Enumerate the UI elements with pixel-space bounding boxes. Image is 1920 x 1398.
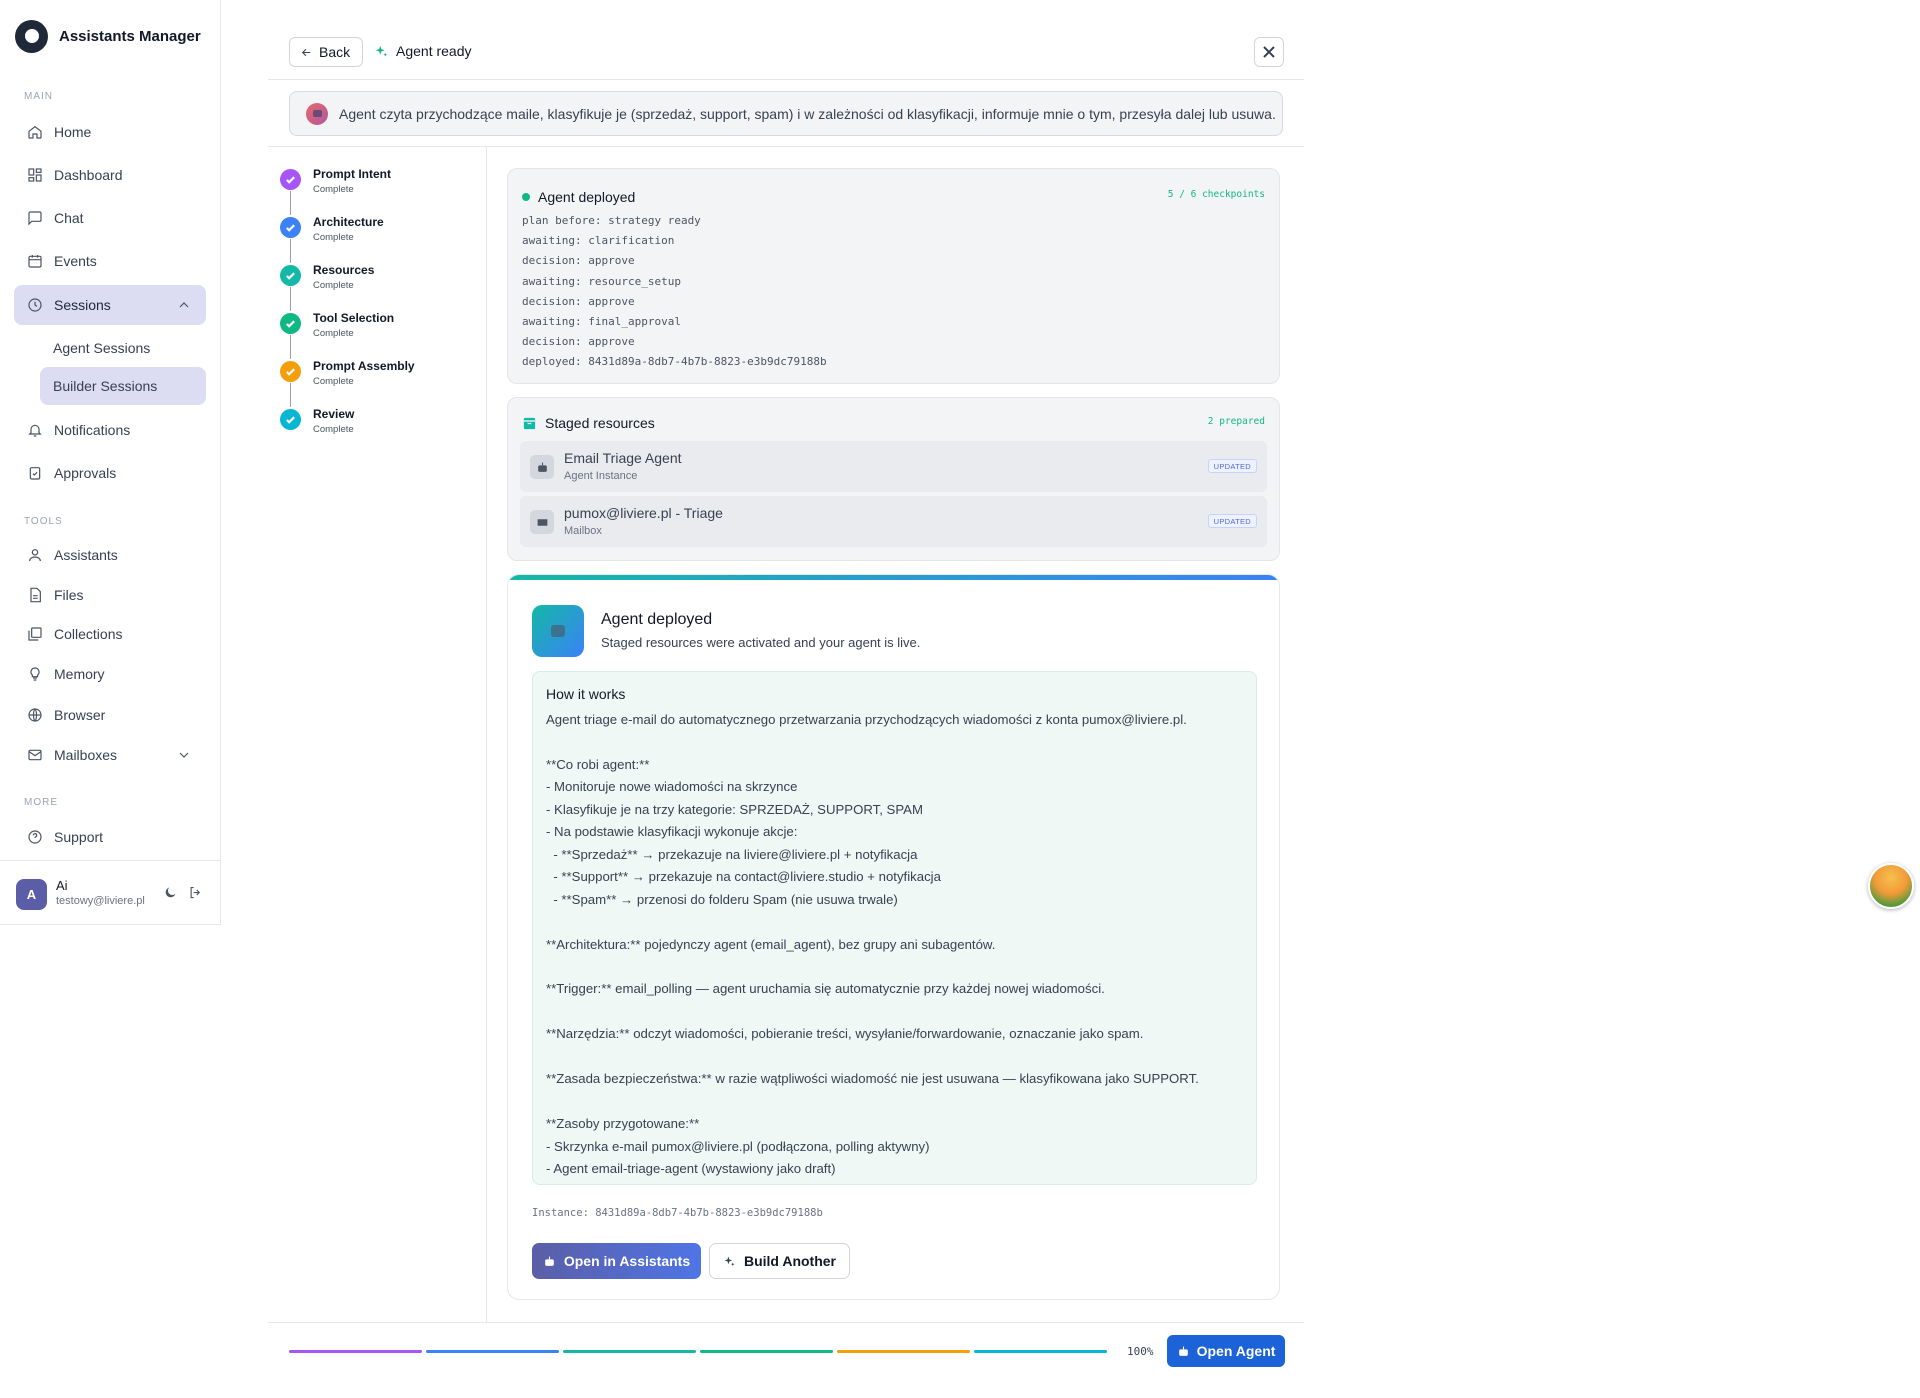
check-icon xyxy=(280,169,301,190)
sidebar-item-events[interactable] xyxy=(14,243,206,279)
sidebar-item-sessions[interactable] xyxy=(14,285,206,325)
sidebar-item-label: Collections xyxy=(54,626,123,642)
moon-icon[interactable] xyxy=(163,885,178,900)
progress-segment xyxy=(289,1350,422,1353)
staged-resources-card xyxy=(507,397,1280,561)
status-badge: UPDATED xyxy=(1208,459,1257,473)
staged-resource-row[interactable] xyxy=(520,496,1267,547)
checkpoint-count: 5 / 6 checkpoints xyxy=(1167,189,1265,200)
sidebar-item-label: Home xyxy=(54,124,92,140)
log-line: decision: approve xyxy=(522,335,635,349)
progress-footer xyxy=(268,1322,1304,1370)
sidebar-item-label: Events xyxy=(54,253,97,269)
sidebar-item-notifications[interactable] xyxy=(14,412,206,448)
deploy-log-header xyxy=(522,189,635,205)
prompt-summary xyxy=(289,91,1283,136)
log-line: decision: approve xyxy=(522,294,635,308)
log-line: decision: approve xyxy=(522,254,635,268)
sidebar-item-label: Builder Sessions xyxy=(53,378,158,394)
sidebar xyxy=(0,0,221,925)
staged-count: 2 prepared xyxy=(1207,416,1265,427)
agent-status xyxy=(374,43,472,59)
section-label-more: MORE xyxy=(24,797,58,808)
panel-header xyxy=(268,0,1304,80)
lightbulb-icon xyxy=(27,666,43,682)
sidebar-item-browser[interactable] xyxy=(14,697,206,733)
sparkles-icon xyxy=(723,1255,736,1268)
progress-segment xyxy=(974,1350,1107,1353)
sidebar-item-label: Dashboard xyxy=(54,167,123,183)
home-icon xyxy=(27,124,43,140)
success-title: Agent deployed xyxy=(601,611,713,628)
help-circle-icon xyxy=(27,829,43,845)
step-name: Prompt Intent xyxy=(313,167,391,181)
open-agent-label: Open Agent xyxy=(1196,1343,1276,1359)
brand[interactable] xyxy=(15,20,201,52)
back-button-label: Back xyxy=(319,44,351,60)
success-subtitle: Staged resources were activated and your agent is live. xyxy=(601,635,921,650)
deploy-log-card xyxy=(507,168,1280,384)
check-icon xyxy=(280,361,301,382)
sidebar-item-label: Agent Sessions xyxy=(53,340,151,356)
step-state: Complete xyxy=(313,184,354,195)
dashboard-icon xyxy=(27,167,43,183)
sidebar-item-mailboxes[interactable] xyxy=(14,737,206,773)
globe-icon xyxy=(27,707,43,723)
brand-logo-icon xyxy=(15,20,48,53)
sidebar-item-dashboard[interactable] xyxy=(14,157,206,193)
log-line: awaiting: clarification xyxy=(522,234,675,248)
step-name: Resources xyxy=(313,263,375,277)
sidebar-item-label: Assistants xyxy=(54,547,118,563)
section-label-tools: TOOLS xyxy=(24,516,63,527)
back-button[interactable] xyxy=(289,37,363,67)
agent-deployed-icon xyxy=(532,605,584,657)
calendar-icon xyxy=(27,253,43,269)
sidebar-item-memory[interactable] xyxy=(14,656,206,692)
archive-icon xyxy=(522,416,537,431)
staged-resources-title: Staged resources xyxy=(545,415,655,431)
logout-icon[interactable] xyxy=(188,885,203,900)
sidebar-item-label: Notifications xyxy=(54,422,131,438)
deployment-success-card xyxy=(507,574,1280,1300)
chevron-up-icon xyxy=(176,297,192,313)
sidebar-item-builder-sessions[interactable] xyxy=(40,367,206,405)
sidebar-item-label: Memory xyxy=(54,666,105,682)
step-name: Architecture xyxy=(313,215,384,229)
sidebar-item-files[interactable] xyxy=(14,577,206,613)
brand-title: Assistants Manager xyxy=(59,27,201,45)
close-button[interactable] xyxy=(1254,37,1284,67)
robot-avatar-icon xyxy=(306,103,328,125)
progress-percent: 100% xyxy=(1127,1345,1154,1358)
file-icon xyxy=(27,587,43,603)
agent-status-label: Agent ready xyxy=(396,43,472,59)
build-another-label: Build Another xyxy=(743,1253,837,1269)
progress-segment xyxy=(563,1350,696,1353)
staged-resources-header xyxy=(522,415,655,431)
step-connector xyxy=(290,383,291,407)
floating-assistant-avatar[interactable] xyxy=(1868,863,1914,909)
status-dot-icon xyxy=(522,193,530,201)
log-line: deployed: 8431d89a-8db7-4b7b-8823-e3b9dc79188b xyxy=(522,355,827,369)
step-name: Review xyxy=(313,407,355,421)
progress-segment xyxy=(700,1350,833,1353)
check-icon xyxy=(280,313,301,334)
avatar[interactable]: A xyxy=(16,879,47,910)
arrow-left-icon xyxy=(300,46,313,59)
sidebar-item-support[interactable] xyxy=(14,819,206,855)
sidebar-item-label: Files xyxy=(54,587,84,603)
open-in-assistants-label: Open in Assistants xyxy=(563,1253,691,1269)
step-state: Complete xyxy=(313,376,354,387)
chat-icon xyxy=(27,210,43,226)
step-name: Prompt Assembly xyxy=(313,359,415,373)
build-another-button[interactable] xyxy=(709,1243,850,1279)
check-icon xyxy=(280,217,301,238)
check-icon xyxy=(280,265,301,286)
progress-segment xyxy=(837,1350,970,1353)
how-it-works-title: How it works xyxy=(546,686,626,702)
step-connector xyxy=(290,287,291,311)
sidebar-item-label: Sessions xyxy=(54,297,111,313)
instance-id: Instance: 8431d89a-8db7-4b7b-8823-e3b9dc79188b xyxy=(532,1207,823,1219)
collections-icon xyxy=(27,626,43,642)
step-connector xyxy=(290,239,291,263)
close-icon xyxy=(1263,46,1275,58)
log-line: awaiting: resource_setup xyxy=(522,274,681,288)
open-agent-button[interactable] xyxy=(1167,1335,1285,1367)
user-profile xyxy=(0,860,221,924)
sidebar-item-chat[interactable] xyxy=(14,200,206,236)
step-state: Complete xyxy=(313,232,354,243)
sidebar-item-label: Mailboxes xyxy=(54,747,118,763)
bell-icon xyxy=(27,422,43,438)
builder-steps xyxy=(268,147,487,1322)
user-name: Ai xyxy=(56,878,68,893)
prompt-text: Agent czyta przychodzące maile, klasyfikuje je (sprzedaż, support, spam) i w zależności od klasyfikacji, informuje mnie o tym, przesyła dalej lub usuwa. xyxy=(339,105,1276,122)
accent-strip xyxy=(508,575,1279,580)
sidebar-item-agent-sessions[interactable] xyxy=(40,329,206,367)
step-state: Complete xyxy=(313,280,354,291)
open-in-assistants-button[interactable] xyxy=(532,1243,701,1279)
log-line: awaiting: final_approval xyxy=(522,315,681,329)
resource-name: Email Triage Agent xyxy=(564,450,682,466)
deploy-log-title: Agent deployed xyxy=(538,189,636,205)
robot-icon xyxy=(1177,1345,1190,1358)
progress-segment xyxy=(426,1350,559,1353)
step-state: Complete xyxy=(313,424,354,435)
robot-icon xyxy=(543,1255,556,1268)
mail-icon xyxy=(27,747,43,763)
sidebar-item-label: Approvals xyxy=(54,465,117,481)
builder-session-panel xyxy=(268,0,1304,1370)
deploy-log-lines xyxy=(522,211,827,373)
sidebar-item-home[interactable] xyxy=(14,114,206,150)
step-name: Tool Selection xyxy=(313,311,395,325)
how-it-works-box xyxy=(532,671,1257,1185)
user-email: testowy@liviere.pl xyxy=(56,895,145,907)
sidebar-item-approvals[interactable] xyxy=(14,455,206,491)
resource-name: pumox@liviere.pl - Triage xyxy=(564,505,723,521)
step-connector xyxy=(290,335,291,359)
clipboard-check-icon xyxy=(27,465,43,481)
step-connector xyxy=(290,191,291,215)
sidebar-item-label: Support xyxy=(54,829,104,845)
how-it-works-text: Agent triage e-mail do automatycznego przetwarzania przychodzących wiadomości z konta pumox@liviere.pl. **Co robi agent:** - Monitoruje nowe wiadomości na skrzynce - Klasyfikuje je na trzy kategorie: SPRZEDAŻ, SUPPORT, SPAM - Na podstawie klasyfikacji wykonuje akcje: - **Sprzedaż** → przekazuje na liviere@liviere.pl + notyfikacja - **Support** → przekazuje na contact@liviere.studio + notyfikacja - **Spam** → przenosi do folderu Spam (nie usuwa trwale) **Architektura:** pojedynczy agent (email_agent), bez grupy ani subagentów. **Trigger:** email_polling — agent uruchamia się automatycznie przy każdej nowej wiadomości. **Narzędzia:** odczyt wiadomości, pobieranie treści, wysyłanie/forwardowanie, oznaczanie jako spam. **Zasada bezpieczeństwa:** w razie wątpliwości wiadomość nie jest usuwana — klasyfikowana jako SUPPORT. **Zasoby przygotowane:** - Skrzynka e-mail pumox@liviere.pl (podłączona, polling aktywny) - Agent email-triage-agent (wystawiony jako draft) xyxy=(546,712,1199,1177)
status-badge: UPDATED xyxy=(1208,514,1257,528)
log-line: plan before: strategy ready xyxy=(522,214,701,227)
sidebar-item-label: Browser xyxy=(54,707,106,723)
staged-resource-row[interactable] xyxy=(520,441,1267,492)
resource-type: Mailbox xyxy=(564,525,602,537)
robot-icon xyxy=(530,455,554,479)
sidebar-item-label: Chat xyxy=(54,210,84,226)
check-icon xyxy=(280,409,301,430)
sparkles-icon xyxy=(374,44,389,59)
chevron-down-icon xyxy=(176,747,192,763)
mailbox-icon xyxy=(530,510,554,534)
sidebar-item-assistants[interactable] xyxy=(14,537,206,573)
section-label-main: MAIN xyxy=(24,91,53,102)
step-state: Complete xyxy=(313,328,354,339)
user-icon xyxy=(27,547,43,563)
clock-icon xyxy=(27,297,43,313)
sidebar-item-collections[interactable] xyxy=(14,616,206,652)
resource-type: Agent Instance xyxy=(564,470,638,482)
